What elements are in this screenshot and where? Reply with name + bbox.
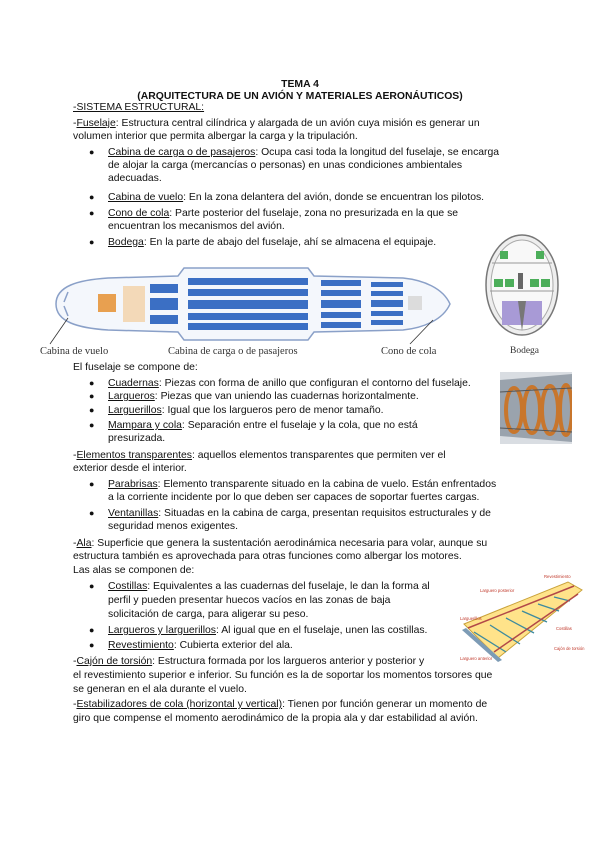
bullet-icon: ● — [89, 208, 95, 218]
wing-label-larguero-ant: Larguero anterior — [460, 656, 493, 661]
list-item-cont: encuentran los mecanismos del avión. — [108, 221, 285, 232]
list-item: Mampara y cola: Separación entre el fuselaje y la cola, que no está — [108, 420, 418, 431]
fuselaje-intro: El fuselaje se compone de: — [73, 362, 198, 373]
bullet-icon: ● — [89, 625, 95, 635]
list-item-cont: seguridad menos exigentes. — [108, 521, 238, 532]
list-item-cont: perfil y pueden presentar huecos vacíos en las zonas de baja — [108, 595, 391, 606]
caption-cabina-carga: Cabina de carga o de pasajeros — [168, 346, 298, 357]
list-item: Cabina de carga o de pasajeros: Ocupa casi toda la longitud del fuselaje, se encarga — [108, 147, 500, 158]
caption-cabina-vuelo: Cabina de vuelo — [40, 346, 109, 357]
wing-label-costillas: Costillas — [556, 626, 572, 631]
list-item: Revestimiento: Cubierta exterior del ala. — [108, 640, 293, 651]
list-item-cont: adecuadas. — [108, 173, 162, 184]
list-item: Ventanillas: Situadas en la cabina de carga, presentan requisitos estructurales y de — [108, 508, 491, 519]
list-item: Cabina de vuelo: En la zona delantera del avión, donde se encuentran los pilotos. — [108, 192, 485, 203]
bullet-icon: ● — [89, 237, 95, 247]
title-line-2: (ARQUITECTURA DE UN AVIÓN Y MATERIALES AERONÁUTICOS) — [137, 91, 463, 102]
list-item-cont: solicitación de carga, para aligerar su peso. — [108, 609, 309, 620]
fuselaje-para-line-2: volumen interior que permita albergar la carga y la tripulación. — [73, 131, 358, 142]
bullet-icon: ● — [89, 479, 95, 489]
list-item: Cono de cola: Parte posterior del fuselaje, zona no presurizada en la que se — [108, 208, 459, 219]
bullet-icon: ● — [89, 405, 95, 415]
fuselage-frames-figure — [500, 372, 572, 444]
fuselaje-term: Fuselaje — [76, 118, 116, 129]
list-item: Bodega: En la parte de abajo del fuselaje, ahí se almacena el equipaje. — [108, 237, 437, 248]
wing-label-cajon: Cajón de torsión — [554, 646, 585, 651]
bullet-icon: ● — [89, 640, 95, 650]
fuselaje-para-line-1: -Fuselaje: Estructura central cilíndrica y alargada de un avión cuya misión es generar un — [73, 118, 480, 129]
list-item: Parabrisas: Elemento transparente situado en la cabina de vuelo. Están enfrentados — [108, 479, 497, 490]
list-item: Larguerillos: Igual que los largueros pero de menor tamaño. — [108, 405, 384, 416]
bullet-icon: ● — [89, 581, 95, 591]
ala-line-2: estructura también es aprovechada para otras funciones como albergar los motores. — [73, 551, 462, 562]
wing-label-larguero-post: Larguero posterior — [480, 588, 515, 593]
title-line-1: TEMA 4 — [281, 79, 319, 90]
estabilizadores-line-1: -Estabilizadores de cola (horizontal y vertical): Tienen por función generar un momento de — [73, 699, 488, 710]
caption-bodega: Bodega — [510, 346, 540, 356]
section-heading: -SISTEMA ESTRUCTURAL: — [73, 102, 205, 113]
list-item: Largueros y larguerillos: Al igual que en el fuselaje, unen las costillas. — [108, 625, 428, 636]
aircraft-cabin-plan-figure — [38, 262, 458, 346]
list-item-cont: de alojar la carga (mercancías o personas) en unas condiciones ambientales — [108, 160, 463, 171]
list-item: Costillas: Equivalentes a las cuadernas del fuselaje, le dan la forma al — [108, 581, 430, 592]
estabilizadores-line-2: giro que compense el momento aerodinámico de la propia ala y dar estabilidad al avión. — [73, 713, 478, 724]
bullet-icon: ● — [89, 508, 95, 518]
bullet-icon: ● — [89, 420, 95, 430]
elementos-line-1: -Elementos transparentes: aquellos elementos transparentes que permiten ver el — [73, 450, 446, 461]
bullet-icon: ● — [89, 391, 95, 401]
cajon-line-3: se generan en el ala durante el vuelo. — [73, 684, 247, 695]
fuselage-cross-section-figure — [482, 233, 562, 345]
cajon-line-2: el revestimiento superior e inferior. Su función es la de soportar los momentos torsores que — [73, 670, 493, 681]
list-item: Cuadernas: Piezas con forma de anillo que configuran el contorno del fuselaje. — [108, 378, 471, 389]
wing-label-revestimiento: Revestimiento — [544, 574, 571, 579]
elementos-line-2: exterior desde el interior. — [73, 463, 187, 474]
cajon-line-1: -Cajón de torsión: Estructura formada por los largueros anterior y posterior y — [73, 656, 425, 667]
ala-intro: Las alas se componen de: — [73, 565, 195, 576]
bullet-icon: ● — [89, 378, 95, 388]
bullet-icon: ● — [89, 147, 95, 157]
bullet-icon: ● — [89, 192, 95, 202]
wing-label-larguerillos: Larguerillos — [460, 616, 482, 621]
list-item-cont: presurizada. — [108, 433, 166, 444]
wing-structure-figure — [458, 574, 586, 664]
caption-cono-cola: Cono de cola — [381, 346, 437, 357]
list-item: Largueros: Piezas que van uniendo las cuadernas horizontalmente. — [108, 391, 419, 402]
ala-line-1: -Ala: Superficie que genera la sustentación aerodinámica necesaria para volar, aunque su — [73, 538, 488, 549]
list-item-cont: a la corriente incidente por lo que deben ser capaces de soportar fuertes cargas. — [108, 492, 480, 503]
